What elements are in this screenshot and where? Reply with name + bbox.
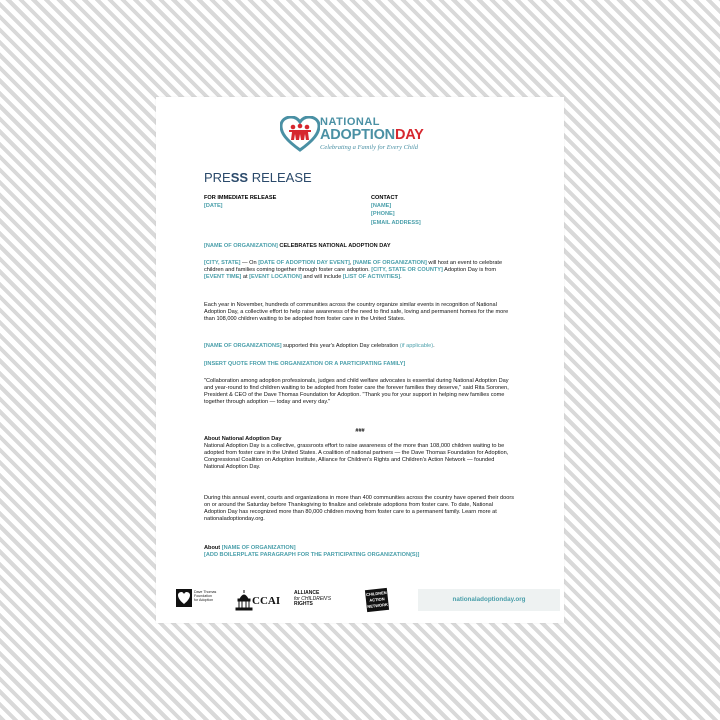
contact-phone: [PHONE] — [371, 211, 395, 218]
childrens-action-network-logo: CHILDREN ACTION NETWORK — [366, 589, 388, 611]
section-separator: ### — [355, 428, 365, 434]
about-organization: About [NAME OF ORGANIZATION] [ADD BOILERPLATE PARAGRAPH FOR THE PARTICIPATING ORGANIZATION(S)] — [204, 545, 420, 559]
contact-email: [EMAIL ADDRESS] — [371, 219, 421, 226]
dave-thomas-heart-icon — [176, 589, 192, 609]
logo-adoption-day-text: ADOPTIONDAY — [320, 127, 424, 143]
intro-paragraph: [CITY, STATE] — On [DATE OF ADOPTION DAY EVENT], [NAME OF ORGANIZATION] will host an event to celebrate children and families coming together through foster care adoption. [CITY, STATE OR COUNTY] Adoption Day is from [EVENT TIME] at [EVENT LOCATION] and will include [LIST OF ACTIVITIES]. — [204, 260, 503, 281]
release-date: [DATE] — [204, 203, 223, 210]
website-link[interactable]: nationaladoptionday.org — [452, 596, 526, 603]
contact-label: CONTACT — [371, 195, 398, 201]
page-title: PRESS RELEASE — [204, 170, 312, 185]
quote-paragraph: "Collaboration among adoption professionals, judges and child welfare advocates is essential during National Adoption Day and year-round to find children waiting to be adopted from foster care the forever families they deserve," said Rita Soronen, President & CEO of the Dave Thomas Foundation for Adoption. "Thank you for your support in helping new families come together through adoption — today and every day." — [204, 378, 509, 406]
insert-quote-placeholder: [INSERT QUOTE FROM THE ORGANIZATION OR A PARTICIPATING FAMILY] — [204, 361, 406, 367]
press-release-page — [156, 97, 564, 623]
about-heading: About National Adoption Day — [204, 436, 282, 442]
national-adoption-day-logo — [280, 116, 450, 156]
headline: [NAME OF ORGANIZATION] CELEBRATES NATIONAL ADOPTION DAY — [204, 243, 391, 249]
annual-event-paragraph: During this annual event, courts and organizations in more than 400 communities across the country have opened their doors on or around the Saturday before Thanksgiving to finalize and celebrate adoptions from foster care. To date, National Adoption Day has recognized more than 80,000 children moving from foster care to a permanent family. Learn more at nationaladoptionday.org. — [204, 495, 515, 523]
partner-logos: Dave Thomas Foundation for Adoption CCAI ALLIANCE for CHILDREN'S RIGHTS CHILDREN ACTION NETWORK — [176, 589, 426, 615]
contact-block — [371, 194, 421, 227]
contact-name: [NAME] — [371, 203, 392, 210]
release-label: FOR IMMEDIATE RELEASE — [204, 195, 277, 201]
website-banner — [418, 589, 560, 611]
about-paragraph: About National Adoption Day National Adoption Day is a collective, grassroots effort to raise awareness of the more than 108,000 children waiting to be adopted from foster care in the United States. A coalition of national partners — the Dave Thomas Foundation for Adoption, Congressional Coalition on Adoption Institute, Alliance for Children's Rights and Children's Action Network — founded National Adoption Day. — [204, 436, 509, 471]
logo-national-text: NATIONAL — [320, 116, 381, 128]
release-block — [204, 194, 276, 210]
logo-tagline: Celebrating a Family for Every Child — [320, 144, 419, 151]
supporters-paragraph: [NAME OF ORGANIZATIONS] supported this year's Adoption Day celebration (if applicable). — [204, 343, 435, 349]
awareness-paragraph: Each year in November, hundreds of communities across the country organize similar events in recognition of National Adoption Day, a collective effort to help raise awareness of the need to find safe, loving and permanent homes for the more than 108,000 children waiting to be adopted from foster care in the United States. — [204, 302, 509, 323]
alliance-childrens-rights-logo: ALLIANCE for CHILDREN'S RIGHTS — [294, 590, 332, 608]
capitol-dome-icon — [234, 589, 254, 611]
heart-family-icon — [280, 116, 320, 152]
